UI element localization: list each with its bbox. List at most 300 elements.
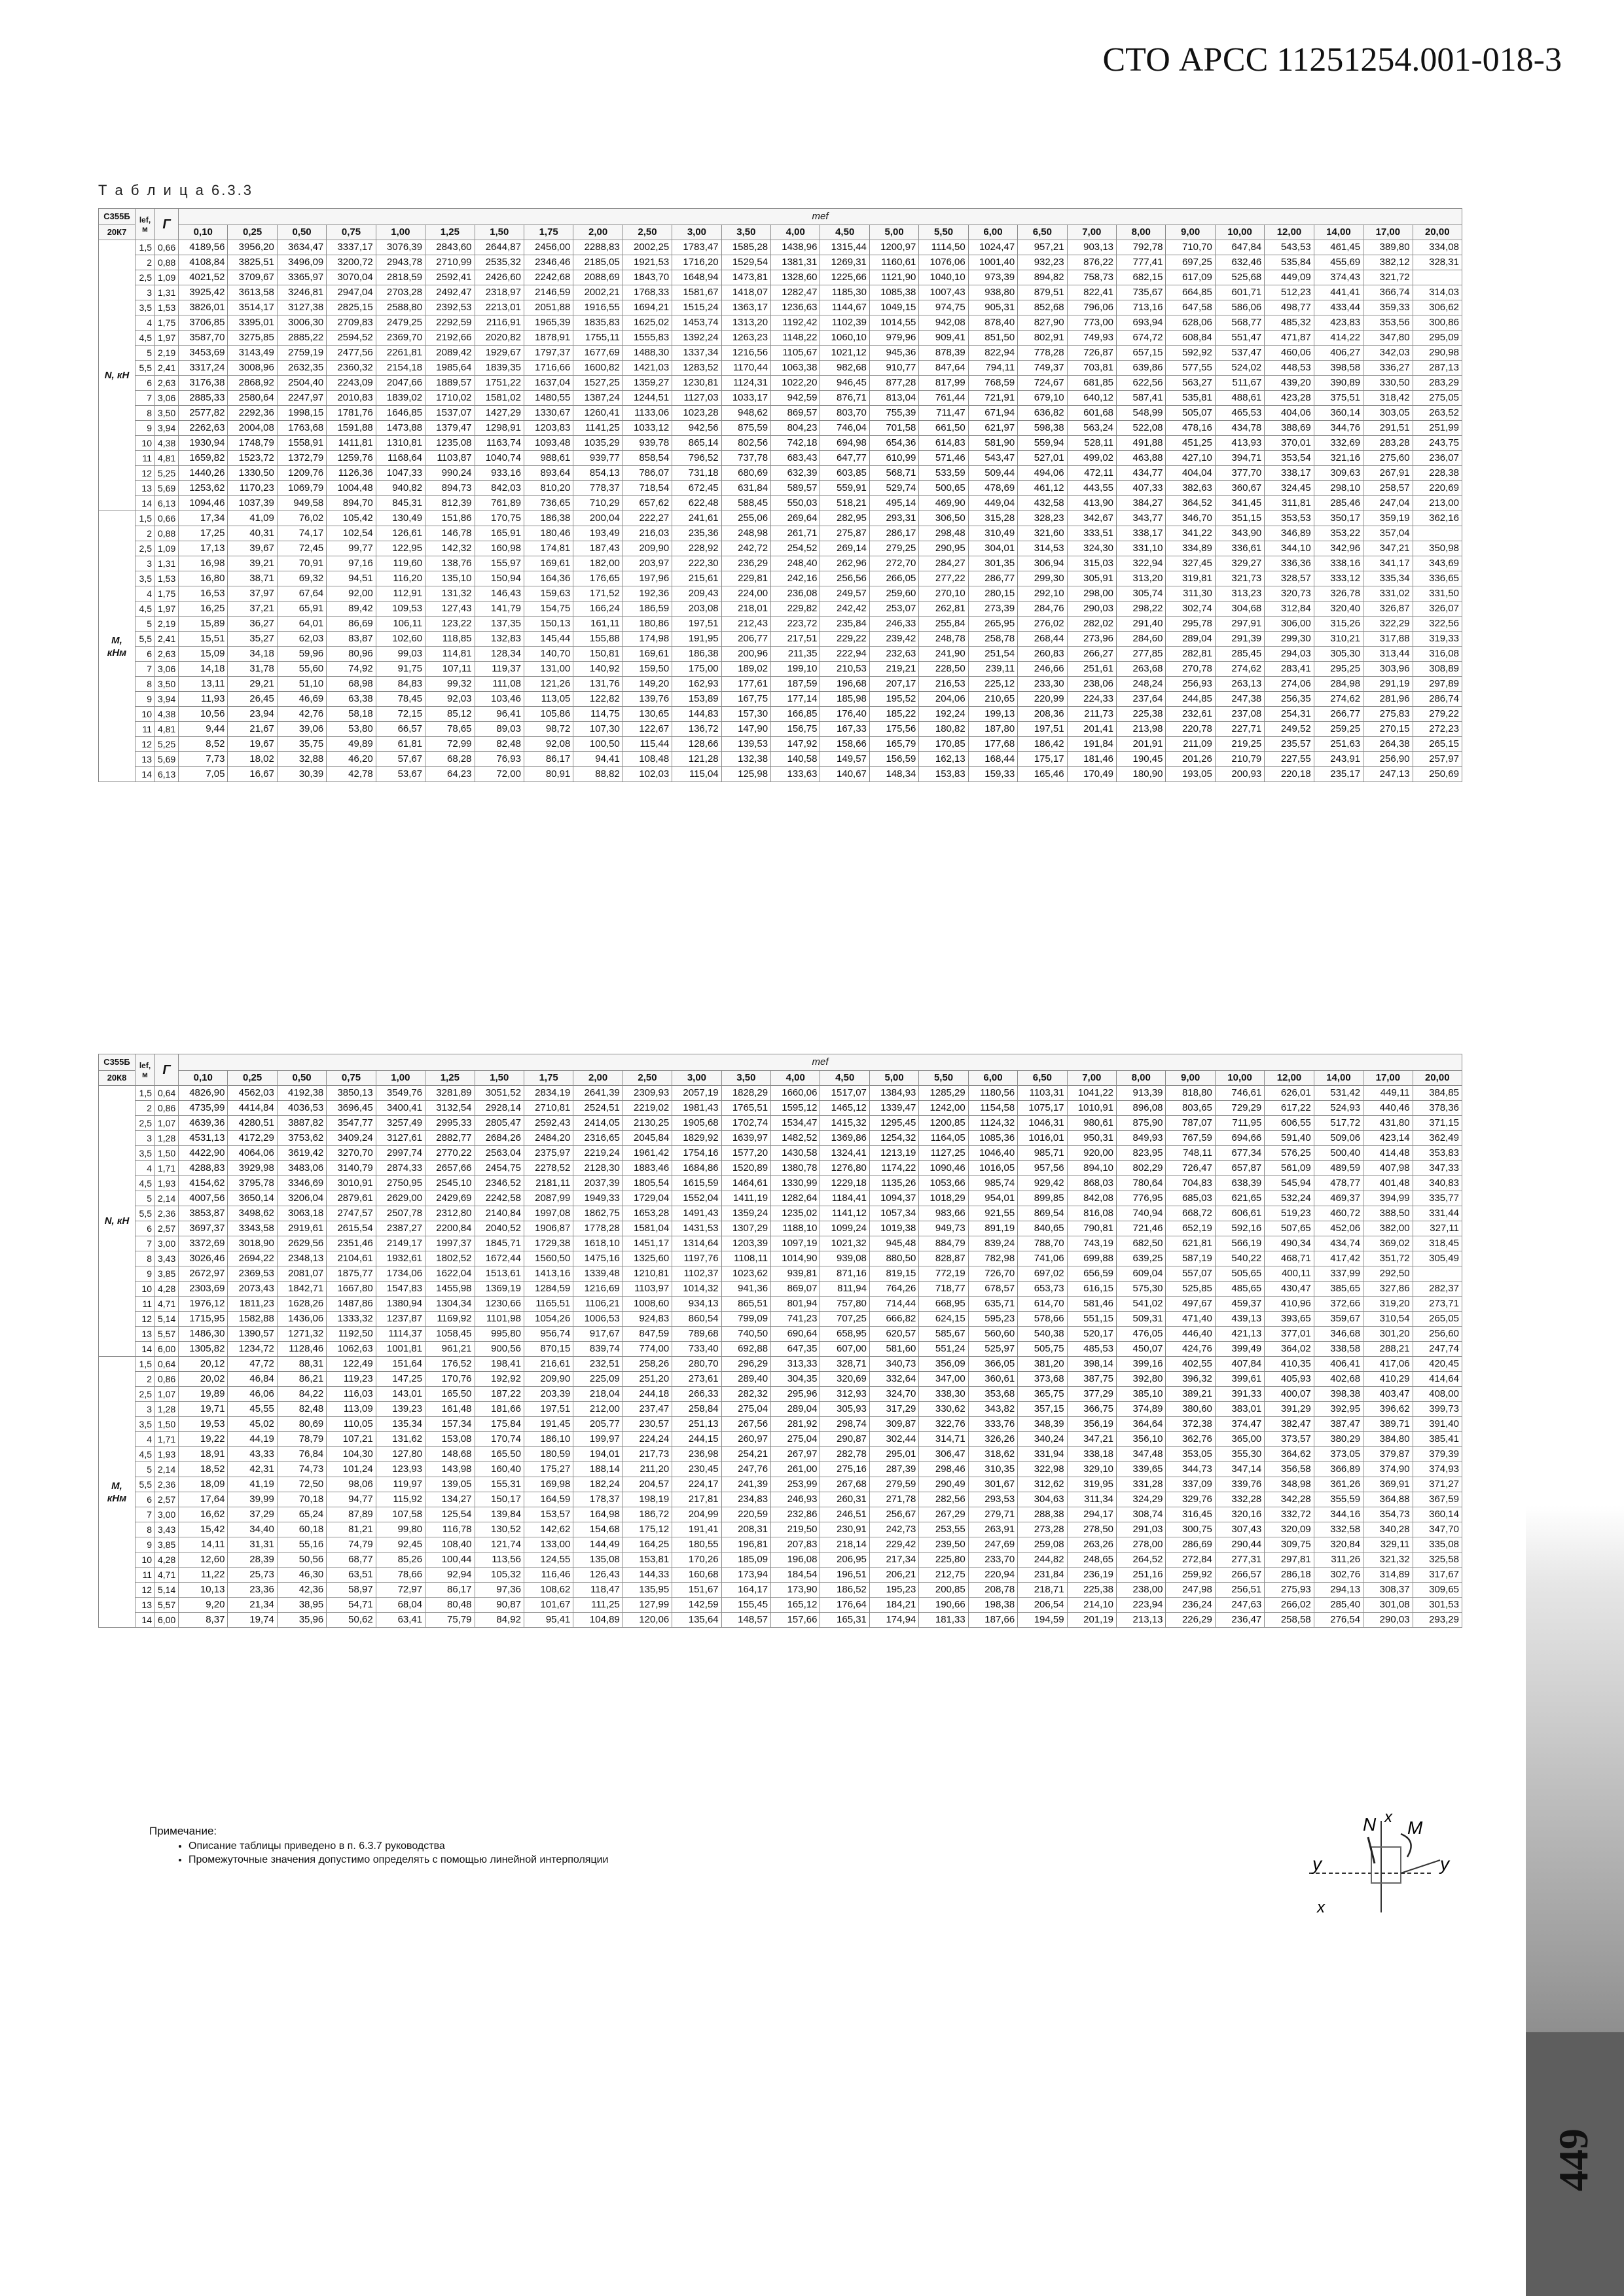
value-cell: 346,70 <box>1166 511 1215 526</box>
mef-column-header: 9,00 <box>1166 1071 1215 1086</box>
value-cell: 149,20 <box>623 677 672 692</box>
value-cell: 199,10 <box>771 662 820 677</box>
value-cell: 222,27 <box>623 511 672 526</box>
value-cell: 1734,06 <box>376 1266 425 1282</box>
value-cell: 260,83 <box>1018 647 1067 662</box>
value-cell: 320,40 <box>1314 601 1363 617</box>
note-item: • Промежуточные значения допустимо определять с помощью линейной интерполяции <box>189 1853 608 1867</box>
value-cell: 219,25 <box>1215 737 1264 752</box>
value-cell: 275,16 <box>820 1462 869 1477</box>
value-cell: 295,96 <box>771 1387 820 1402</box>
mef-column-header: 4,50 <box>820 1071 869 1086</box>
value-cell: 1534,47 <box>771 1116 820 1131</box>
value-cell: 3270,70 <box>327 1146 376 1161</box>
value-cell: 64,23 <box>425 767 475 782</box>
value-cell: 72,50 <box>277 1477 326 1492</box>
value-cell: 1380,78 <box>771 1161 820 1176</box>
value-cell: 186,38 <box>672 647 721 662</box>
value-cell: 4021,52 <box>179 270 228 285</box>
lef-cell: 5,5 <box>135 1477 155 1492</box>
value-cell: 146,78 <box>425 526 475 541</box>
value-cell: 472,11 <box>1067 466 1116 481</box>
value-cell: 869,57 <box>771 406 820 421</box>
mef-column-header: 12,00 <box>1265 1071 1314 1086</box>
value-cell: 204,57 <box>623 1477 672 1492</box>
lef-cell: 3,5 <box>135 300 155 315</box>
value-cell: 389,71 <box>1363 1417 1413 1432</box>
value-cell: 251,20 <box>623 1372 672 1387</box>
value-cell: 1523,72 <box>228 451 277 466</box>
value-cell: 253,55 <box>919 1522 968 1537</box>
value-cell: 607,00 <box>820 1342 869 1357</box>
value-cell: 34,18 <box>228 647 277 662</box>
gamma-cell: 2,14 <box>155 1191 179 1206</box>
lef-cell: 11 <box>135 722 155 737</box>
value-cell: 297,91 <box>1215 617 1264 632</box>
value-cell: 135,64 <box>672 1613 721 1628</box>
value-cell: 275,87 <box>820 526 869 541</box>
value-cell: 1981,43 <box>672 1101 721 1116</box>
value-cell: 225,38 <box>1067 1583 1116 1598</box>
value-cell: 338,16 <box>1314 556 1363 571</box>
value-cell: 2710,99 <box>425 255 475 270</box>
value-cell: 2672,97 <box>179 1266 228 1282</box>
value-cell: 1339,47 <box>869 1101 918 1116</box>
value-cell: 677,34 <box>1215 1146 1264 1161</box>
value-cell: 697,25 <box>1166 255 1215 270</box>
value-cell: 101,67 <box>524 1598 573 1613</box>
value-cell: 398,38 <box>1314 1387 1363 1402</box>
value-cell: 350,98 <box>1413 541 1462 556</box>
value-cell: 275,04 <box>771 1432 820 1447</box>
value-cell: 668,72 <box>1166 1206 1215 1221</box>
value-cell: 198,41 <box>475 1357 524 1372</box>
value-cell: 400,11 <box>1265 1266 1314 1282</box>
value-cell: 148,34 <box>869 767 918 782</box>
value-cell: 186,42 <box>1018 737 1067 752</box>
lef-cell: 2,5 <box>135 270 155 285</box>
value-cell: 559,91 <box>820 481 869 496</box>
value-cell: 711,47 <box>919 406 968 421</box>
value-cell: 372,38 <box>1166 1417 1215 1432</box>
value-cell: 289,40 <box>721 1372 770 1387</box>
value-cell: 878,40 <box>968 315 1017 331</box>
value-cell: 224,17 <box>672 1477 721 1492</box>
value-cell: 1359,27 <box>623 376 672 391</box>
value-cell: 3697,37 <box>179 1221 228 1236</box>
value-cell: 182,24 <box>573 1477 623 1492</box>
value-cell: 97,36 <box>475 1583 524 1598</box>
steel-grade-cell: С355Б <box>99 1054 135 1071</box>
table-row <box>99 1372 1462 1387</box>
value-cell: 74,79 <box>327 1537 376 1552</box>
value-cell: 767,59 <box>1166 1131 1215 1146</box>
value-cell: 200,93 <box>1215 767 1264 782</box>
value-cell: 88,31 <box>277 1357 326 1372</box>
value-cell: 236,47 <box>1215 1613 1264 1628</box>
value-cell: 131,00 <box>524 662 573 677</box>
value-cell: 74,17 <box>277 526 326 541</box>
value-cell: 1384,93 <box>869 1086 918 1101</box>
value-cell: 2088,69 <box>573 270 623 285</box>
value-cell: 243,91 <box>1314 752 1363 767</box>
value-cell: 1185,30 <box>820 285 869 300</box>
value-cell: 259,92 <box>1166 1568 1215 1583</box>
value-cell: 2919,61 <box>277 1221 326 1236</box>
value-cell: 214,10 <box>1067 1598 1116 1613</box>
value-cell: 177,61 <box>721 677 770 692</box>
value-cell: 1921,53 <box>623 255 672 270</box>
value-cell: 961,21 <box>425 1342 475 1357</box>
value-cell: 180,82 <box>919 722 968 737</box>
value-cell: 810,20 <box>524 481 573 496</box>
value-cell: 144,83 <box>672 707 721 722</box>
value-cell: 1295,45 <box>869 1116 918 1131</box>
table-row <box>99 1568 1462 1583</box>
value-cell: 364,62 <box>1265 1447 1314 1462</box>
value-cell: 3143,49 <box>228 346 277 361</box>
value-cell: 298,10 <box>1314 481 1363 496</box>
value-cell: 143,98 <box>425 1462 475 1477</box>
value-cell: 269,64 <box>771 511 820 526</box>
value-cell: 115,44 <box>623 737 672 752</box>
value-cell: 28,39 <box>228 1552 277 1568</box>
value-cell: 301,53 <box>1413 1598 1462 1613</box>
value-cell: 85,12 <box>425 707 475 722</box>
gamma-cell: 1,09 <box>155 270 179 285</box>
value-cell: 461,45 <box>1314 240 1363 255</box>
value-cell: 256,60 <box>1413 1327 1462 1342</box>
value-cell: 301,67 <box>968 1477 1017 1492</box>
table-row <box>99 285 1462 300</box>
value-cell: 343,90 <box>1215 526 1264 541</box>
label-y-left: y <box>1312 1854 1322 1874</box>
value-cell: 353,56 <box>1363 315 1413 331</box>
value-cell: 939,77 <box>573 451 623 466</box>
value-cell: 755,39 <box>869 406 918 421</box>
value-cell: 1930,94 <box>179 436 228 451</box>
value-cell: 327,45 <box>1166 556 1215 571</box>
value-cell: 632,39 <box>771 466 820 481</box>
table-row <box>99 677 1462 692</box>
value-cell: 200,04 <box>573 511 623 526</box>
lef-cell: 10 <box>135 436 155 451</box>
value-cell: 1667,80 <box>327 1282 376 1297</box>
value-cell: 3076,39 <box>376 240 425 255</box>
gamma-cell: 3,50 <box>155 677 179 692</box>
value-cell: 266,27 <box>1067 647 1116 662</box>
value-cell: 2879,61 <box>327 1191 376 1206</box>
value-cell: 308,37 <box>1363 1583 1413 1598</box>
value-cell: 347,70 <box>1413 1522 1462 1537</box>
value-cell: 632,46 <box>1215 255 1264 270</box>
value-cell: 578,66 <box>1018 1312 1067 1327</box>
value-cell: 694,66 <box>1215 1131 1264 1146</box>
value-cell: 1811,23 <box>228 1297 277 1312</box>
value-cell: 282,02 <box>1067 617 1116 632</box>
lef-cell: 11 <box>135 1297 155 1312</box>
value-cell: 842,08 <box>1067 1191 1116 1206</box>
value-cell: 87,89 <box>327 1507 376 1522</box>
lef-cell: 2 <box>135 1372 155 1387</box>
value-cell: 371,15 <box>1413 1116 1462 1131</box>
value-cell: 2580,64 <box>228 391 277 406</box>
value-cell: 1862,75 <box>573 1206 623 1221</box>
value-cell: 121,28 <box>672 752 721 767</box>
label-x-bottom: x <box>1317 1899 1325 1916</box>
value-cell: 263,13 <box>1215 677 1264 692</box>
value-cell: 417,06 <box>1363 1357 1413 1372</box>
value-cell: 790,81 <box>1067 1221 1116 1236</box>
value-cell: 133,63 <box>771 767 820 782</box>
value-cell: 661,50 <box>919 421 968 436</box>
value-cell: 1007,43 <box>919 285 968 300</box>
value-cell: 740,94 <box>1117 1206 1166 1221</box>
value-cell: 531,42 <box>1314 1086 1363 1101</box>
value-cell: 272,23 <box>1413 722 1462 737</box>
table-row <box>99 707 1462 722</box>
value-cell: 305,30 <box>1314 647 1363 662</box>
value-cell: 17,25 <box>179 526 228 541</box>
value-cell: 3070,04 <box>327 270 376 285</box>
value-cell: 2577,82 <box>179 406 228 421</box>
lef-cell: 10 <box>135 707 155 722</box>
value-cell: 310,49 <box>968 526 1017 541</box>
value-cell: 10,13 <box>179 1583 228 1598</box>
value-cell: 1487,86 <box>327 1297 376 1312</box>
value-cell: 2684,26 <box>475 1131 524 1146</box>
value-cell: 2181,11 <box>524 1176 573 1191</box>
value-cell: 1905,68 <box>672 1116 721 1131</box>
section-axes-diagram <box>1303 1808 1473 1919</box>
value-cell: 2641,39 <box>573 1086 623 1101</box>
value-cell: 318,45 <box>1413 1236 1462 1251</box>
value-cell: 2316,65 <box>573 1131 623 1146</box>
gamma-cell: 6,13 <box>155 496 179 511</box>
value-cell: 430,47 <box>1265 1282 1314 1297</box>
table-row <box>99 1116 1462 1131</box>
value-cell: 238,00 <box>1117 1583 1166 1598</box>
value-cell: 211,35 <box>771 647 820 662</box>
value-cell: 301,08 <box>1363 1598 1413 1613</box>
lef-cell: 7 <box>135 1236 155 1251</box>
value-cell: 319,95 <box>1067 1477 1116 1492</box>
mef-column-header: 8,00 <box>1117 225 1166 240</box>
value-cell: 46,69 <box>277 692 326 707</box>
value-cell: 54,71 <box>327 1598 376 1613</box>
value-cell: 551,24 <box>919 1342 968 1357</box>
value-cell: 2140,84 <box>475 1206 524 1221</box>
value-cell: 98,72 <box>524 722 573 737</box>
value-cell: 2629,00 <box>376 1191 425 1206</box>
gamma-cell: 2,63 <box>155 376 179 391</box>
value-cell: 156,59 <box>869 752 918 767</box>
value-cell: 247,69 <box>968 1537 1017 1552</box>
value-cell: 127,80 <box>376 1447 425 1462</box>
gamma-cell: 1,71 <box>155 1432 179 1447</box>
value-cell: 1646,85 <box>376 406 425 421</box>
value-cell: 894,70 <box>327 496 376 511</box>
value-cell: 16,80 <box>179 571 228 586</box>
value-cell: 206,95 <box>820 1552 869 1568</box>
value-cell: 592,16 <box>1215 1221 1264 1236</box>
value-cell: 196,81 <box>721 1537 770 1552</box>
value-cell: 1421,03 <box>623 361 672 376</box>
table-row <box>99 1552 1462 1568</box>
gamma-cell: 4,28 <box>155 1282 179 1297</box>
value-cell: 1230,81 <box>672 376 721 391</box>
value-cell: 1271,32 <box>277 1327 326 1342</box>
value-cell: 485,65 <box>1215 1282 1264 1297</box>
value-cell: 58,18 <box>327 707 376 722</box>
value-cell: 1929,67 <box>475 346 524 361</box>
value-cell: 139,23 <box>376 1402 425 1417</box>
value-cell: 344,73 <box>1166 1462 1215 1477</box>
value-cell: 621,97 <box>968 421 1017 436</box>
value-cell: 1797,37 <box>524 346 573 361</box>
value-cell: 114,75 <box>573 707 623 722</box>
gamma-cell: 1,93 <box>155 1447 179 1462</box>
value-cell: 244,85 <box>1166 692 1215 707</box>
value-cell: 1023,62 <box>721 1266 770 1282</box>
value-cell: 685,03 <box>1166 1191 1215 1206</box>
value-cell: 222,30 <box>672 556 721 571</box>
value-cell: 78,66 <box>376 1568 425 1583</box>
value-cell: 299,30 <box>1018 571 1067 586</box>
value-cell: 3010,91 <box>327 1176 376 1191</box>
value-cell: 333,12 <box>1314 571 1363 586</box>
label-y-right: y <box>1440 1854 1449 1874</box>
value-cell: 589,57 <box>771 481 820 496</box>
value-cell: 713,16 <box>1117 300 1166 315</box>
value-cell: 1529,54 <box>721 255 770 270</box>
value-cell: 72,15 <box>376 707 425 722</box>
value-cell: 4280,51 <box>228 1116 277 1131</box>
value-cell: 1168,64 <box>376 451 425 466</box>
value-cell: 310,21 <box>1314 632 1363 647</box>
value-cell: 9,20 <box>179 1598 228 1613</box>
value-cell: 1192,50 <box>327 1327 376 1342</box>
value-cell: 236,07 <box>1413 451 1462 466</box>
label-x-top: x <box>1384 1808 1392 1826</box>
value-cell: 353,68 <box>968 1387 1017 1402</box>
value-cell: 198,19 <box>623 1492 672 1507</box>
value-cell: 3343,58 <box>228 1221 277 1236</box>
value-cell: 2874,33 <box>376 1161 425 1176</box>
value-cell: 374,43 <box>1314 270 1363 285</box>
mef-column-header: 3,00 <box>672 225 721 240</box>
value-cell: 131,62 <box>376 1432 425 1447</box>
table-row <box>99 1598 1462 1613</box>
value-cell: 203,97 <box>623 556 672 571</box>
value-cell: 761,44 <box>919 391 968 406</box>
value-cell: 251,13 <box>672 1417 721 1432</box>
value-cell: 639,25 <box>1117 1251 1166 1266</box>
value-cell: 1839,35 <box>475 361 524 376</box>
value-cell: 266,57 <box>1215 1568 1264 1583</box>
lef-cell: 11 <box>135 451 155 466</box>
value-cell: 746,04 <box>820 421 869 436</box>
value-cell: 356,58 <box>1265 1462 1314 1477</box>
value-cell: 455,69 <box>1314 255 1363 270</box>
value-cell: 230,91 <box>820 1522 869 1537</box>
value-cell: 192,92 <box>475 1372 524 1387</box>
value-cell: 348,39 <box>1018 1417 1067 1432</box>
value-cell: 127,43 <box>425 601 475 617</box>
value-cell: 279,25 <box>869 541 918 556</box>
value-cell: 55,60 <box>277 662 326 677</box>
table-row <box>99 1191 1462 1206</box>
value-cell: 158,66 <box>820 737 869 752</box>
value-cell: 58,97 <box>327 1583 376 1598</box>
lef-cell: 14 <box>135 1613 155 1628</box>
value-cell: 162,93 <box>672 677 721 692</box>
value-cell: 1097,19 <box>771 1236 820 1251</box>
value-cell: 452,06 <box>1314 1221 1363 1236</box>
value-cell: 1040,10 <box>919 270 968 285</box>
value-cell: 39,99 <box>228 1492 277 1507</box>
value-cell: 3140,79 <box>327 1161 376 1176</box>
value-cell: 290,98 <box>1413 346 1462 361</box>
value-cell: 933,16 <box>475 466 524 481</box>
value-cell: 211,09 <box>1166 737 1215 752</box>
value-cell: 1637,04 <box>524 376 573 391</box>
value-cell: 403,47 <box>1363 1387 1413 1402</box>
value-cell: 1875,77 <box>327 1266 376 1282</box>
value-cell: 711,95 <box>1215 1116 1264 1131</box>
value-cell: 2154,18 <box>376 361 425 376</box>
value-cell: 1883,46 <box>623 1161 672 1176</box>
value-cell: 1628,26 <box>277 1297 326 1312</box>
value-cell: 51,10 <box>277 677 326 692</box>
value-cell: 191,45 <box>524 1417 573 1432</box>
lef-cell: 1,5 <box>135 1086 155 1101</box>
gamma-cell: 5,25 <box>155 466 179 481</box>
value-cell: 266,33 <box>672 1387 721 1402</box>
gamma-cell: 0,66 <box>155 511 179 526</box>
value-cell: 1085,36 <box>968 1131 1017 1146</box>
value-cell: 377,70 <box>1215 466 1264 481</box>
value-cell: 1014,90 <box>771 1251 820 1266</box>
value-cell: 1949,33 <box>573 1191 623 1206</box>
value-cell: 337,99 <box>1314 1266 1363 1282</box>
value-cell: 1555,83 <box>623 331 672 346</box>
value-cell: 845,31 <box>376 496 425 511</box>
value-cell: 2146,59 <box>524 285 573 300</box>
gamma-cell: 1,28 <box>155 1131 179 1146</box>
value-cell: 2750,95 <box>376 1176 425 1191</box>
value-cell: 140,70 <box>524 647 573 662</box>
value-cell: 274,62 <box>1314 692 1363 707</box>
gamma-cell: 1,09 <box>155 541 179 556</box>
value-cell: 1001,81 <box>376 1342 425 1357</box>
value-cell: 693,94 <box>1117 315 1166 331</box>
gamma-cell: 3,00 <box>155 1507 179 1522</box>
value-cell: 201,19 <box>1067 1613 1116 1628</box>
value-cell: 865,14 <box>672 436 721 451</box>
mef-column-header: 1,00 <box>376 1071 425 1086</box>
value-cell: 1325,60 <box>623 1251 672 1266</box>
value-cell: 320,09 <box>1265 1522 1314 1537</box>
value-cell: 66,57 <box>376 722 425 737</box>
value-cell: 357,04 <box>1363 526 1413 541</box>
value-cell: 347,00 <box>919 1372 968 1387</box>
value-cell: 2477,56 <box>327 346 376 361</box>
value-cell: 373,57 <box>1265 1432 1314 1447</box>
value-cell: 2087,99 <box>524 1191 573 1206</box>
value-cell: 1170,44 <box>721 361 770 376</box>
value-cell: 330,50 <box>1363 376 1413 391</box>
